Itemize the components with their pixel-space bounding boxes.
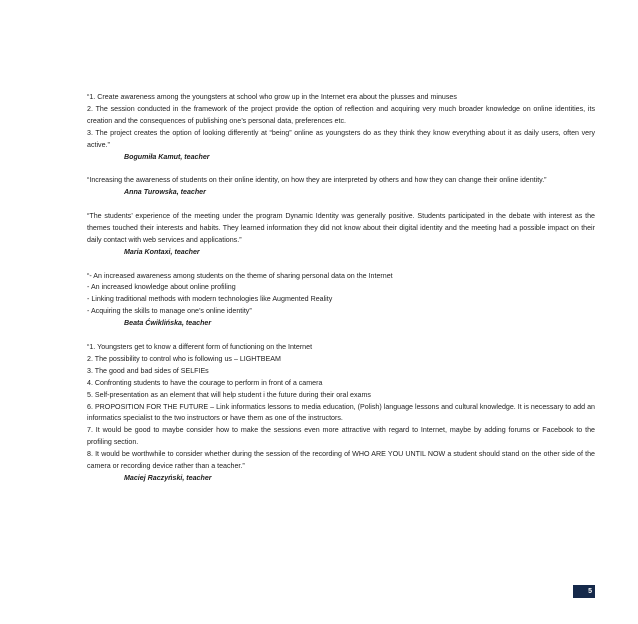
page-number: 5 bbox=[573, 585, 595, 598]
testimonial-line: “- An increased awareness among students on the theme of sharing personal data on the Internet bbox=[87, 271, 393, 280]
testimonial-line: “1. Youngsters get to know a different form of functioning on the Internet bbox=[87, 342, 313, 351]
testimonial-line: 2. The session conducted in the framework of the project provide the option of reflection and acquiring very much broader knowledge on online identities, its creation and the consequences of publishing one’s personal data, preferences etc. bbox=[87, 104, 595, 125]
testimonial-line: 3. The project creates the option of looking differently at “being” online as youngsters do as they think they know everything about it as daily users, often very active.” bbox=[87, 128, 595, 149]
testimonial-author: Anna Turowska, teacher bbox=[124, 188, 206, 197]
testimonial-line: 7. It would be good to maybe consider how to make the sessions even more attractive with regard to Internet, maybe by adding forums or Facebook to the profiling section. bbox=[87, 426, 595, 447]
testimonial-raczynski bbox=[87, 342, 595, 485]
testimonial-author: Maria Kontaxi, teacher bbox=[124, 247, 200, 256]
testimonial-turowska bbox=[87, 175, 595, 199]
testimonial-line: “The students’ experience of the meeting under the program Dynamic Identity was generally positive. Students participated in the debate with interest as the themes touched their interests and habits. They learned information they did not know about their digital identity and the meeting had a possible impact on their daily contact with web services and applications.” bbox=[87, 212, 595, 244]
testimonial-kontaxi bbox=[87, 211, 595, 259]
testimonial-author: Maciej Raczyński, teacher bbox=[124, 473, 212, 482]
testimonial-line: - An increased knowledge about online profiling bbox=[87, 283, 236, 292]
testimonial-line: 6. PROPOSITION FOR THE FUTURE – Link informatics lessons to media education, (Polish) language lessons and cultural knowledge. It is necessary to add an informatics specialist to the two instructors or have them as one of the instructors. bbox=[87, 402, 595, 423]
testimonial-line: 4. Confronting students to have the courage to perform in front of a camera bbox=[87, 378, 323, 387]
testimonial-line: 2. The possibility to control who is following us – LIGHTBEAM bbox=[87, 354, 281, 363]
testimonial-author: Beata Ćwiklińska, teacher bbox=[124, 319, 212, 328]
testimonial-cwiklinska bbox=[87, 271, 595, 331]
testimonial-author: Bogumiła Kamut, teacher bbox=[124, 152, 210, 161]
document-body bbox=[87, 92, 595, 497]
testimonial-line: 8. It would be worthwhile to consider whether during the session of the recording of WHO ARE YOU UNTIL NOW a student should stand on the other side of the camera or recording device rather than a teacher.” bbox=[87, 450, 595, 471]
testimonial-line: “Increasing the awareness of students on their online identity, on how they are interpreted by others and how they can change their online identity.” bbox=[87, 176, 547, 185]
testimonial-kamut bbox=[87, 92, 595, 163]
testimonial-line: 5. Self-presentation as an element that will help student i the future during their oral exams bbox=[87, 390, 371, 399]
testimonial-line: 3. The good and bad sides of SELFIEs bbox=[87, 366, 209, 375]
testimonial-line: - Acquiring the skills to manage one’s online identity” bbox=[87, 307, 252, 316]
testimonial-line: - Linking traditional methods with modern technologies like Augmented Reality bbox=[87, 295, 333, 304]
testimonial-line: “1. Create awareness among the youngsters at school who grow up in the Internet era about the plusses and minuses bbox=[87, 93, 457, 101]
